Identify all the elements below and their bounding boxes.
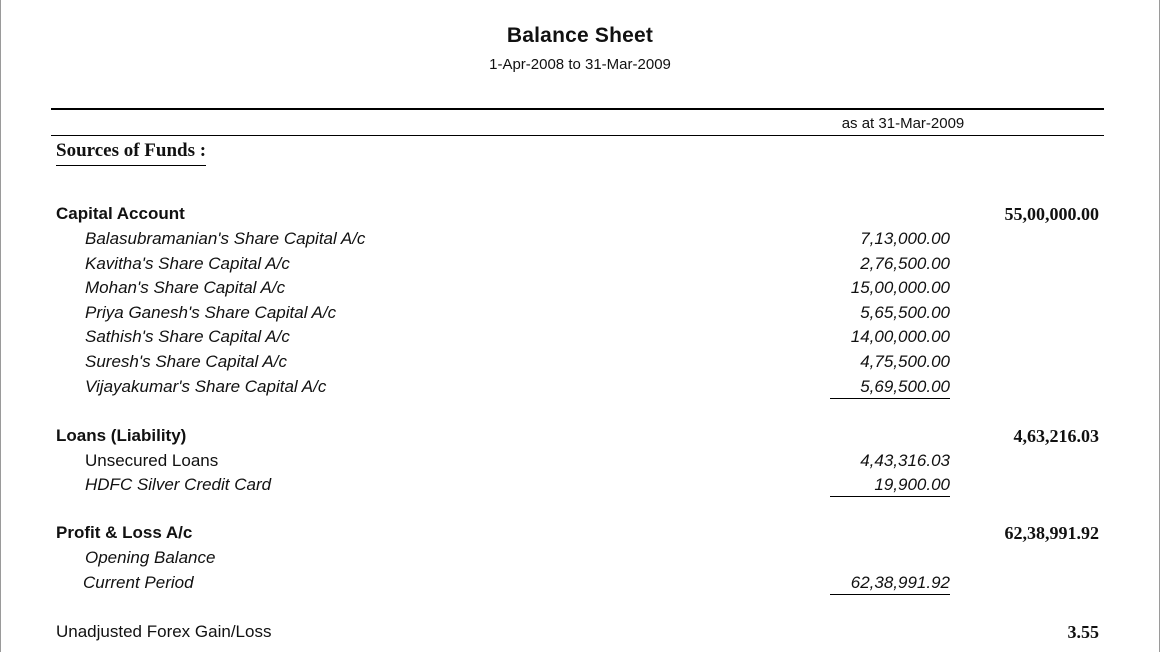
ledger-label: Opening Balance [85,548,216,567]
ledger-row[interactable] [1,277,1160,301]
ledger-row[interactable] [1,450,1160,474]
ledger-label: Kavitha's Share Capital A/c [85,254,290,273]
report-period: 1-Apr-2008 to 31-Mar-2009 [489,56,671,73]
section-heading-sources-of-funds[interactable]: Sources of Funds : [56,140,206,166]
group-label: Profit & Loss A/c [56,523,193,542]
ledger-row[interactable] [1,228,1160,252]
ledger-row[interactable] [1,547,1160,571]
ledger-amount: 7,13,000.00 [860,229,950,248]
group-total: 55,00,000.00 [1004,204,1099,224]
row-label: Unadjusted Forex Gain/Loss [56,622,272,641]
ledger-label: Suresh's Share Capital A/c [85,352,287,371]
header-top-rule [51,108,1104,110]
ledger-row[interactable] [1,302,1160,326]
group-total: 62,38,991.92 [1004,523,1099,543]
ledger-label: Mohan's Share Capital A/c [85,278,286,297]
ledger-amount: 19,900.00 [874,475,950,494]
ledger-label: Sathish's Share Capital A/c [85,327,290,346]
row-total: 3.55 [1067,622,1099,642]
ledger-label: HDFC Silver Credit Card [85,475,272,494]
group-label: Loans (Liability) [56,426,187,445]
ledger-amount: 5,65,500.00 [860,303,950,322]
ledger-amount: 2,76,500.00 [860,254,950,273]
group-label: Capital Account [56,204,185,223]
ledger-amount: 4,75,500.00 [860,352,950,371]
ledger-amount: 4,43,316.03 [860,451,950,470]
ledger-row[interactable] [1,253,1160,277]
group-row-loans-liability[interactable] [1,425,1160,449]
ledger-label: Balasubramanian's Share Capital A/c [85,229,366,248]
ledger-row[interactable] [1,326,1160,350]
subtotal-rule [830,594,950,595]
group-total: 4,63,216.03 [1013,426,1099,446]
group-row-capital-account[interactable] [1,203,1160,227]
ledger-label: Vijayakumar's Share Capital A/c [85,377,327,396]
ledger-row[interactable] [1,572,1160,596]
ledger-amount: 62,38,991.92 [850,573,950,592]
ledger-amount: 5,69,500.00 [860,377,950,396]
ledger-label: Priya Ganesh's Share Capital A/c [85,303,337,322]
ledger-label: Unsecured Loans [85,451,219,470]
ledger-amount: 14,00,000.00 [850,327,950,346]
column-header-as-at: as at 31-Mar-2009 [841,115,965,132]
ledger-label: Current Period [83,573,194,592]
subtotal-rule [830,398,950,399]
row-unadjusted-forex[interactable] [1,621,1160,645]
subtotal-rule [830,496,950,497]
ledger-row[interactable] [1,376,1160,400]
header-bottom-rule [51,135,1104,136]
ledger-amount: 15,00,000.00 [850,278,950,297]
ledger-row[interactable] [1,474,1160,498]
report-title: Balance Sheet [506,24,654,47]
group-row-profit-loss[interactable] [1,522,1160,546]
ledger-row[interactable] [1,351,1160,375]
